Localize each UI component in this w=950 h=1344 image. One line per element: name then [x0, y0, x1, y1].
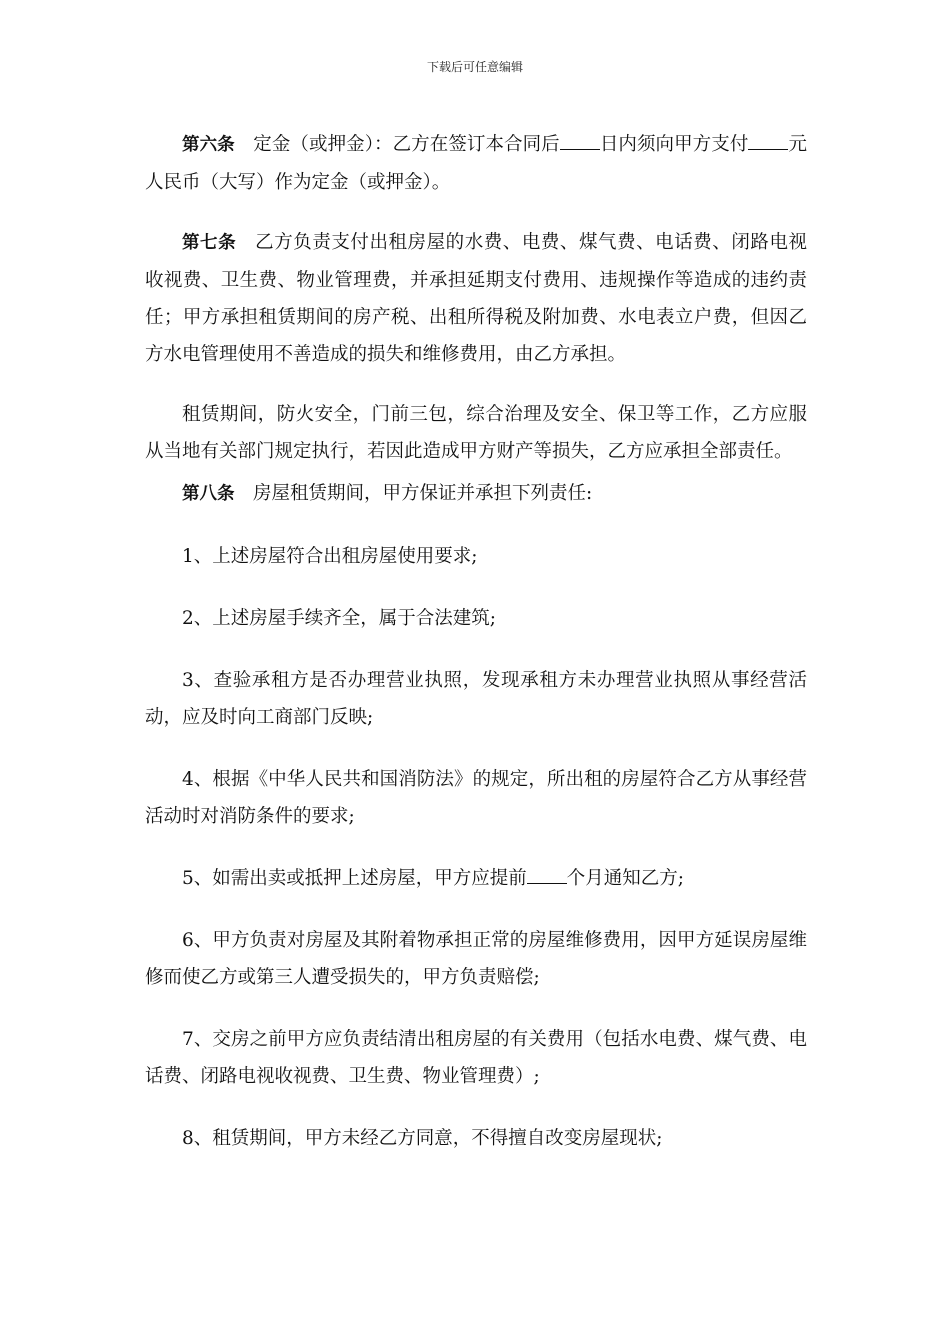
- article-6-title: 第六条: [182, 135, 235, 155]
- article-6: [145, 126, 807, 201]
- article-8: [145, 475, 807, 513]
- list-item-5-text-a: 5、如需出卖或抵押上述房屋，甲方应提前: [182, 868, 527, 889]
- list-item-3: 3、查验承租方是否办理营业执照，发现承租方未办理营业执照从事经营活动，应及时向工商部门反映;: [145, 670, 807, 728]
- article-8-text: 房屋租赁期间，甲方保证并承担下列责任:: [253, 483, 593, 504]
- document-body: [145, 126, 807, 1157]
- list-item-5-text-b: 个月通知乙方;: [566, 868, 685, 889]
- page-header: 下载后可任意编辑: [426, 60, 523, 74]
- list-item-5: [145, 860, 807, 897]
- list-item-8: 8、租赁期间，甲方未经乙方同意，不得擅自改变房屋现状;: [182, 1128, 663, 1149]
- article-7: [145, 224, 807, 373]
- blank-days: [560, 131, 600, 150]
- blank-months: [527, 865, 567, 884]
- article-6-text-3: 元人民币（大写）作为定金（或押金）。: [145, 134, 807, 193]
- list-item-7: 7、交房之前甲方应负责结清出租房屋的有关费用（包括水电费、煤气费、电话费、闭路电视收视费、卫生费、物业管理费）;: [145, 1029, 807, 1087]
- list-item-2: 2、上述房屋手续齐全，属于合法建筑;: [182, 608, 497, 629]
- article-7-title: 第七条: [182, 233, 237, 253]
- list-item-1: 1、上述房屋符合出租房屋使用要求;: [182, 546, 478, 567]
- article-6-text-2: 日内须向甲方支付: [599, 134, 749, 155]
- list-item-4: 4、根据《中华人民共和国消防法》的规定，所出租的房屋符合乙方从事经营活动时对消防条件的要求;: [145, 769, 807, 827]
- article-8-title: 第八条: [182, 484, 235, 504]
- article-7-text: 乙方负责支付出租房屋的水费、电费、煤气费、电话费、闭路电视收视费、卫生费、物业管理费，并承担延期支付费用、违规操作等造成的违约责任；甲方承担租赁期间的房产税、出租所得税及附加费、水电表立户费，但因乙方水电管理使用不善造成的损失和维修费用，由乙方承担。: [145, 232, 807, 365]
- rental-period-paragraph: 租赁期间，防火安全，门前三包，综合治理及安全、保卫等工作，乙方应服从当地有关部门规定执行，若因此造成甲方财产等损失，乙方应承担全部责任。: [145, 404, 807, 462]
- blank-amount: [748, 131, 788, 150]
- article-6-text-1: 定金（或押金）：乙方在签订本合同后: [253, 134, 560, 155]
- list-item-6: 6、甲方负责对房屋及其附着物承担正常的房屋维修费用，因甲方延误房屋维修而使乙方或第三人遭受损失的，甲方负责赔偿;: [145, 930, 807, 988]
